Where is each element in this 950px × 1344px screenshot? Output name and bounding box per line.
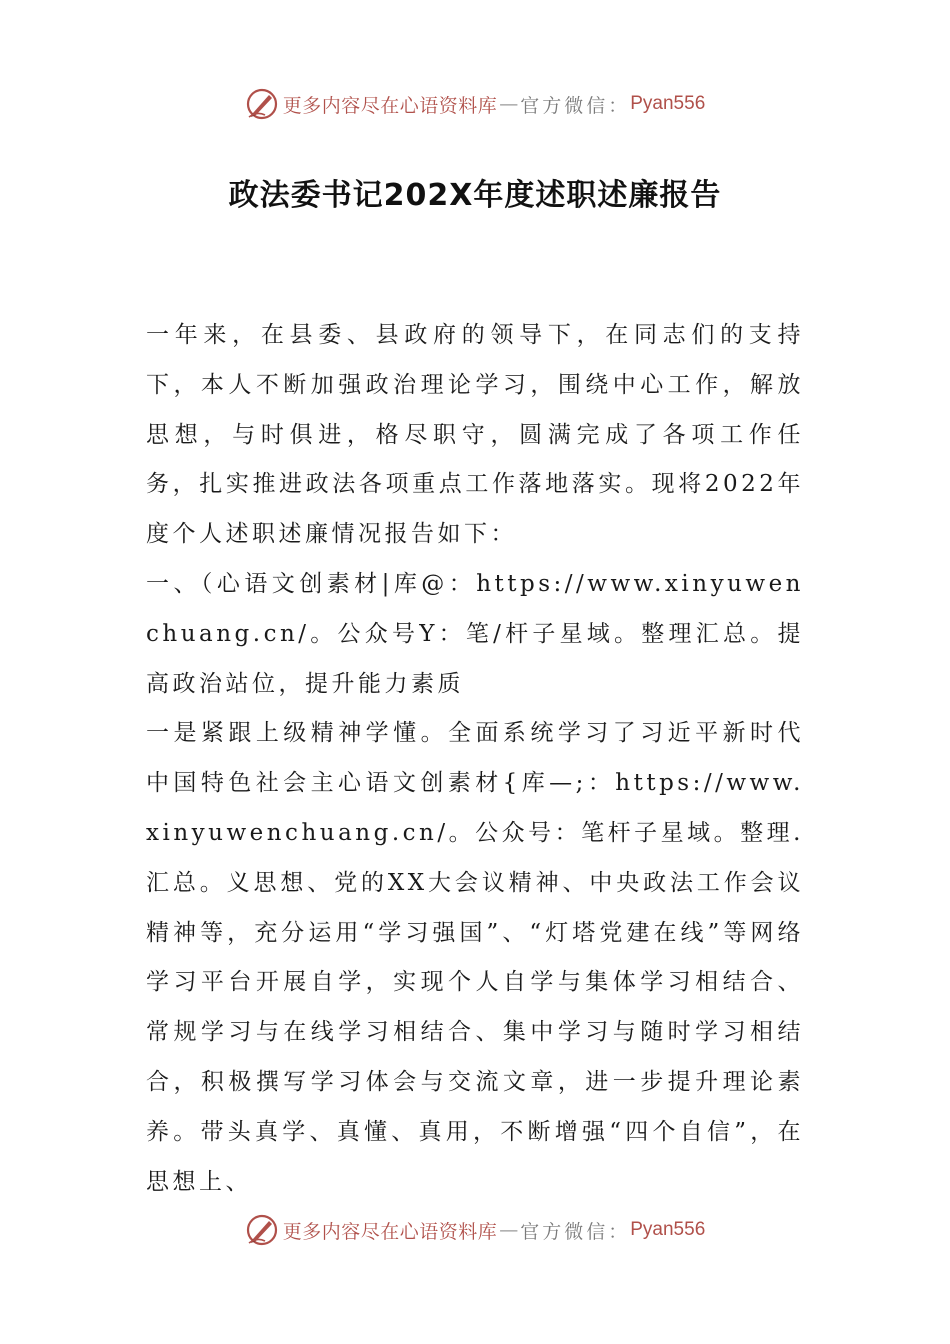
- banner-promo-text: 更多内容尽在心语资料库: [282, 94, 498, 117]
- body-paragraph-section-one: 一、（心语文创素材|库@：https://www.xinyuwenchuang.cn/。公众号Y：笔/杆子星域。整理汇总。提高政治站位，提升能力素质: [146, 570, 804, 697]
- footer-watermark-banner: [0, 1210, 950, 1250]
- document-title: 政法委书记202X年度述职述廉报告: [228, 178, 722, 213]
- body-paragraph-item-one: 一是紧跟上级精神学懂。全面系统学习了习近平新时代中国特色社会主心语文创素材{库—;：https://www.xinyuwenchuang.cn/。公众号：笔杆子星域。整理.汇总。义思想、党的XX大会议精神、中央政法工作会议精神等，充分运用“学习强国”、“灯塔党建在线”等网络学习平台开展自学，实现个人自学与集体学习相结合、常规学习与在线学习相结合、集中学习与随时学习相结合，积极撰写学习体会与交流文章，进一步提升理论素养。带头真学、真懂、真用，不断增强“四个自信”，在思想上、: [146, 720, 804, 1195]
- banner-official-label: 官方微信：: [520, 1220, 631, 1243]
- banner-separator: —: [499, 1219, 519, 1241]
- header-watermark-banner: [0, 84, 950, 124]
- banner-wechat-id: Pyan556: [630, 1219, 706, 1240]
- body-paragraph-intro: 一年来，在县委、县政府的领导下，在同志们的支持下，本人不断加强政治理论学习，围绕中心工作，解放思想，与时俱进，格尽职守，圆满完成了各项工作任务，扎实推进政法各项重点工作落地落实。现将2022年度个人述职述廉情况报告如下：: [146, 322, 804, 548]
- banner-wechat-id: Pyan556: [630, 93, 706, 114]
- banner-official-label: 官方微信：: [520, 94, 631, 117]
- quill-pen-logo-icon: [245, 1213, 279, 1247]
- quill-pen-logo-icon: [245, 87, 279, 121]
- banner-separator: —: [499, 93, 519, 115]
- document-body: [146, 311, 804, 1207]
- banner-promo-text: 更多内容尽在心语资料库: [282, 1220, 498, 1243]
